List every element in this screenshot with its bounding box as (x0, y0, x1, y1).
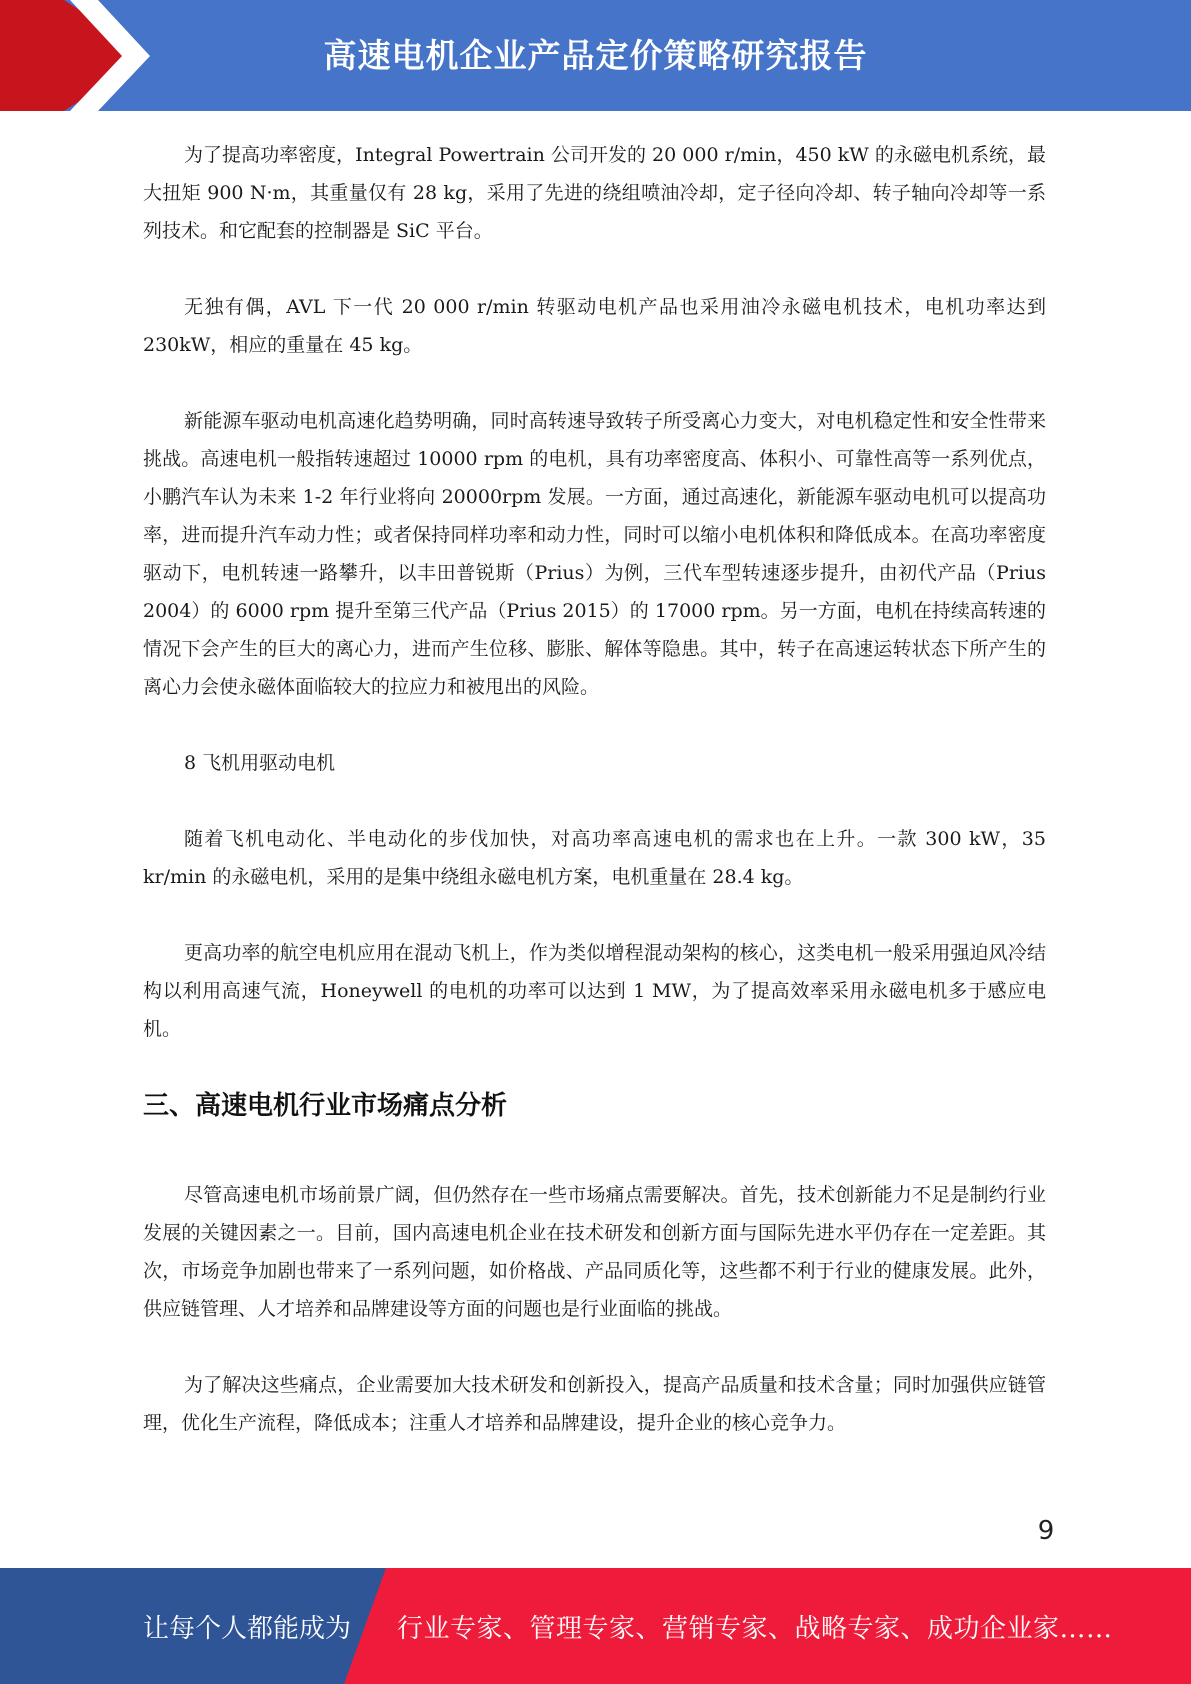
paragraph-aviation-hybrid: 更高功率的航空电机应用在混动飞机上，作为类似增程混动架构的核心，这类电机一般采用强迫风冷结构以利用高速气流，Honeywell 的电机的功率可以达到 1 MW，为了提高效率采用永磁电机多于感应电机。 (143, 942, 1046, 1040)
document-body (143, 136, 1046, 1480)
paragraph-pain-points: 尽管高速电机市场前景广阔，但仍然存在一些市场痛点需要解决。首先，技术创新能力不足是制约行业发展的关键因素之一。目前，国内高速电机企业在技术研发和创新方面与国际先进水平仍存在一定差距。其次，市场竞争加剧也带来了一系列问题，如价格战、产品同质化等，这些都不利于行业的健康发展。此外，供应链管理、人才培养和品牌建设等方面的问题也是行业面临的挑战。 (143, 1184, 1046, 1320)
paragraph-integral-powertrain: 为了提高功率密度，Integral Powertrain 公司开发的 20 000 r/min，450 kW 的永磁电机系统，最大扭矩 900 N·m，其重量仅有 28 kg，采用了先进的绕组喷油冷却，定子径向冷却、转子轴向冷却等一系列技术。和它配套的控制器是 SiC 平台。 (143, 144, 1046, 242)
page-footer (0, 1568, 1191, 1684)
paragraph-avl: 无独有偶，AVL 下一代 20 000 r/min 转驱动电机产品也采用油冷永磁电机技术，电机功率达到 230kW，相应的重量在 45 kg。 (143, 296, 1046, 356)
subheading-aircraft-motor: 8 飞机用驱动电机 (184, 752, 336, 774)
page-number: 9 (1037, 1516, 1055, 1546)
paragraph-solutions: 为了解决这些痛点，企业需要加大技术研发和创新投入，提高产品质量和技术含量；同时加强供应链管理，优化生产流程，降低成本；注重人才培养和品牌建设，提升企业的核心竞争力。 (143, 1374, 1046, 1434)
paragraph-high-speed-trend: 新能源车驱动电机高速化趋势明确，同时高转速导致转子所受离心力变大，对电机稳定性和安全性带来挑战。高速电机一般指转速超过 10000 rpm 的电机，具有功率密度高、体积小、可靠性高等一系列优点，小鹏汽车认为未来 1-2 年行业将向 20000rpm 发展。一方面，通过高速化，新能源车驱动电机可以提高功率，进而提升汽车动力性；或者保持同样功率和动力性，同时可以缩小电机体积和降低成本。在高功率密度驱动下，电机转速一路攀升，以丰田普锐斯（Prius）为例，三代车型转速逐步提升，由初代产品（Prius 2004）的 6000 rpm 提升至第三代产品（Prius 2015）的 17000 rpm。另一方面，电机在持续高转速的情况下会产生的巨大的离心力，进而产生位移、膨胀、解体等隐患。其中，转子在高速运转状态下所产生的离心力会使永磁体面临较大的拉应力和被甩出的风险。 (143, 410, 1046, 698)
section-title-pain-points: 三、高速电机行业市场痛点分析 (143, 1091, 508, 1121)
header-title: 高速电机企业产品定价策略研究报告 (323, 35, 868, 75)
footer-slogan-right: 行业专家、管理专家、营销专家、战略专家、成功企业家…… (397, 1613, 1113, 1644)
page-header (0, 0, 1191, 111)
footer-slogan-left: 让每个人都能成为 (143, 1613, 352, 1644)
paragraph-aircraft-demand: 随着飞机电动化、半电动化的步伐加快，对高功率高速电机的需求也在上升。一款 300 kW，35 kr/min 的永磁电机，采用的是集中绕组永磁电机方案，电机重量在 28.4 kg。 (143, 828, 1046, 888)
